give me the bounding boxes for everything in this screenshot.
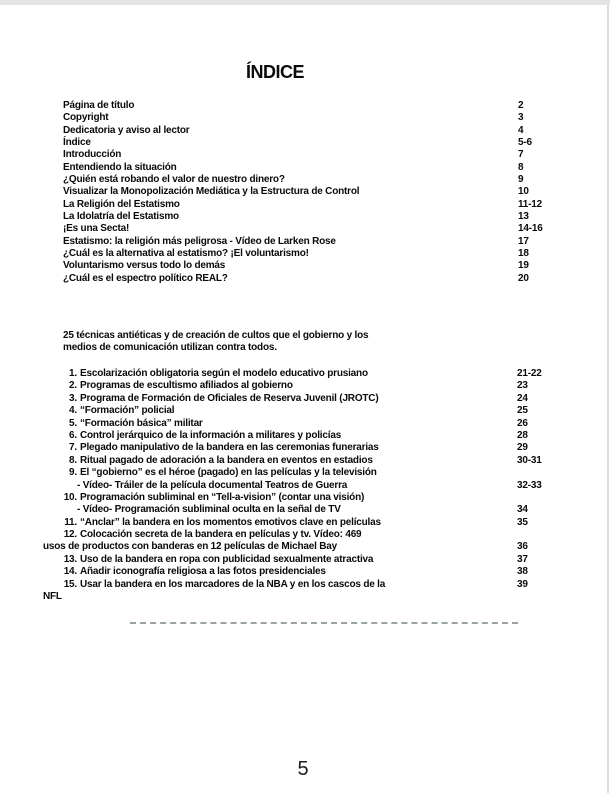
- item-text: El “gobierno” es el héroe (pagado) en las películas y la televisión: [80, 467, 377, 479]
- toc-technique-label: [43, 430, 517, 442]
- page-number: 5: [297, 758, 309, 780]
- toc-technique-line: [43, 517, 583, 529]
- toc-technique-label: [43, 442, 517, 454]
- item-number: 13.: [63, 553, 77, 565]
- toc-entry-label: Estatismo: la religión más peligrosa - Vídeo de Larken Rose: [63, 235, 336, 247]
- item-number: 14.: [63, 566, 77, 578]
- toc-technique-label: [43, 368, 517, 380]
- toc-technique-label: - Vídeo- Tráiler de la película documental Teatros de Guerra: [77, 479, 348, 491]
- toc-entry-pages: 10: [518, 186, 529, 198]
- toc-entry-pages: 21-22: [517, 368, 542, 379]
- item-text: Programación subliminal en “Tell-a-vision” (contar una visión): [80, 491, 365, 503]
- toc-technique-label: usos de productos con banderas en 12 películas de Michael Bay: [43, 541, 338, 553]
- toc-entry-pages: 2: [518, 100, 524, 111]
- toc-technique-label: [43, 455, 517, 467]
- toc-technique-line: [43, 529, 583, 541]
- toc-technique-line: [43, 541, 583, 553]
- toc-technique-label: [43, 554, 517, 566]
- toc-technique-line: [43, 393, 583, 405]
- toc-entry-label: ¿Cuál es el espectro político REAL?: [63, 272, 228, 284]
- toc-technique-line: [43, 442, 583, 454]
- item-text: Colocación secreta de la bandera en películas y tv. Vídeo: 469: [80, 529, 362, 541]
- page-top-edge: [0, 0, 610, 5]
- item-number: 15.: [63, 578, 77, 590]
- toc-entry: [63, 260, 543, 272]
- toc-technique-line: [43, 591, 583, 603]
- toc-technique-label: [43, 393, 517, 405]
- toc-technique-line: [43, 480, 583, 492]
- toc-technique-label: [43, 566, 517, 578]
- item-number: 1.: [69, 368, 77, 379]
- toc-entry-label: La Religión del Estatismo: [63, 198, 180, 210]
- toc-entry-label: Índice: [63, 137, 91, 149]
- toc-entry: [63, 211, 543, 223]
- toc-technique-line: [43, 418, 583, 430]
- toc-entry: [63, 174, 543, 186]
- toc-technique-label: - Vídeo- Programación subliminal oculta en la señal de TV: [77, 504, 341, 516]
- toc-entry-pages: 34: [517, 504, 528, 516]
- toc-technique-line: [43, 554, 583, 566]
- toc-entry-pages: 38: [517, 566, 528, 578]
- toc-technique-line: [43, 380, 583, 392]
- toc-technique-label: [43, 517, 517, 529]
- toc-technique-line: [43, 467, 583, 479]
- toc-entry-pages: 35: [517, 516, 528, 528]
- toc-entry-pages: 14-16: [518, 223, 543, 235]
- toc-entry-pages: 19: [518, 260, 529, 272]
- toc-entry-label: Dedicatoria y aviso al lector: [63, 124, 190, 136]
- toc-technique-label: [43, 467, 517, 479]
- toc-entry-pages: 29: [517, 442, 528, 454]
- toc-entry-label: Página de título: [63, 100, 135, 111]
- toc-entry-pages: 28: [517, 429, 528, 441]
- item-text: Programas de escultismo afiliados al gobierno: [80, 380, 293, 392]
- toc-entry-pages: 30-31: [517, 454, 542, 466]
- toc-technique-line: [43, 566, 583, 578]
- toc-entry-label: ¡Es una Secta!: [63, 223, 130, 235]
- dashed-separator: [130, 622, 518, 624]
- toc-entry-pages: 39: [517, 578, 528, 590]
- toc-entry-pages: 17: [518, 235, 529, 247]
- item-number: 5.: [69, 417, 77, 429]
- toc-entry: [63, 199, 543, 211]
- toc-technique-line: [43, 430, 583, 442]
- toc-entry: [63, 125, 543, 137]
- toc-entry-label: Introducción: [63, 149, 122, 161]
- toc-entry-pages: 32-33: [517, 479, 542, 491]
- item-text: Añadir iconografía religiosa a las fotos presidenciales: [80, 566, 326, 578]
- item-text: “Formación” policial: [80, 405, 175, 417]
- item-text: Ritual pagado de adoración a la bandera en eventos en estadios: [80, 454, 373, 466]
- item-number: 8.: [69, 454, 77, 466]
- toc-entry-label: ¿Cuál es la alternativa al estatismo? ¡El voluntarismo!: [63, 248, 309, 260]
- toc-technique-line: [43, 504, 583, 516]
- toc-entry: [63, 162, 543, 174]
- toc-entry-pages: 18: [518, 248, 529, 260]
- toc-entry: [63, 273, 543, 285]
- toc-technique-line: [43, 455, 583, 467]
- toc-entry: [63, 149, 543, 161]
- item-text: “Formación básica” militar: [80, 417, 203, 429]
- toc-entry: [63, 186, 543, 198]
- toc-technique-line: [43, 405, 583, 417]
- item-number: 10.: [63, 491, 77, 503]
- toc-entry-pages: 3: [518, 112, 524, 124]
- toc-entry-pages: 11-12: [518, 198, 543, 210]
- item-text: Usar la bandera en los marcadores de la NBA y en los cascos de la: [80, 578, 386, 590]
- item-text: Control jerárquico de la información a militares y policías: [80, 429, 342, 441]
- toc-entry-pages: 4: [518, 124, 524, 136]
- item-text: “Anclar” la bandera en los momentos emotivos clave en películas: [80, 516, 381, 528]
- toc-entry-pages: 25: [517, 405, 528, 417]
- toc-entry-pages: 23: [517, 380, 528, 392]
- toc-entry-pages: 26: [517, 417, 528, 429]
- toc-entry-label: Entendiendo la situación: [63, 161, 177, 173]
- toc-entry-pages: 7: [518, 149, 524, 161]
- item-number: 4.: [69, 405, 77, 417]
- toc-entry: [63, 112, 543, 124]
- section-heading: [63, 330, 543, 355]
- toc-entry-pages: 13: [518, 211, 529, 223]
- toc-entry-label: ¿Quién está robando el valor de nuestro dinero?: [63, 174, 285, 186]
- toc-entry-pages: 20: [518, 272, 529, 284]
- toc-entry-pages: 9: [518, 174, 524, 186]
- toc-entry: [63, 248, 543, 260]
- toc-entry-pages: 8: [518, 161, 524, 173]
- toc-entry: [63, 223, 543, 235]
- toc-entry-label: Visualizar la Monopolización Mediática y la Estructura de Control: [63, 186, 360, 198]
- toc-entry-label: La Idolatría del Estatismo: [63, 211, 179, 223]
- item-number: 9.: [69, 467, 77, 479]
- toc-technique-label: NFL: [43, 591, 62, 603]
- item-number: 3.: [69, 392, 77, 404]
- item-number: 2.: [69, 380, 77, 392]
- item-text: Plegado manipulativo de la bandera en las ceremonias funerarias: [80, 442, 379, 454]
- toc-technique-label: [43, 380, 517, 392]
- item-number: 7.: [69, 442, 77, 454]
- toc-entry: [63, 100, 543, 112]
- section-heading-line: 25 técnicas antiéticas y de creación de cultos que el gobierno y los: [63, 330, 369, 341]
- toc-entry-label: Voluntarismo versus todo lo demás: [63, 260, 226, 272]
- toc-main-list: [63, 100, 543, 285]
- item-number: 12.: [63, 529, 77, 541]
- toc-technique-line: [43, 368, 583, 380]
- item-text: Programa de Formación de Oficiales de Reserva Juvenil (JROTC): [80, 392, 379, 404]
- toc-technique-label: [43, 579, 517, 591]
- toc-technique-label: [43, 529, 517, 541]
- toc-entry-pages: 24: [517, 392, 528, 404]
- toc-entry-label: Copyright: [63, 112, 109, 124]
- page-title: ÍNDICE: [245, 62, 304, 82]
- toc-entry-pages: 37: [517, 553, 528, 565]
- toc-entry: [63, 236, 543, 248]
- toc-technique-label: [43, 492, 517, 504]
- toc-technique-label: [43, 405, 517, 417]
- toc-technique-label: [43, 418, 517, 430]
- item-text: Uso de la bandera en ropa con publicidad sexualmente atractiva: [80, 553, 374, 565]
- section-heading-line: medios de comunicación utilizan contra todos.: [63, 342, 277, 354]
- toc-entry: [63, 137, 543, 149]
- toc-entry-pages: 5-6: [518, 137, 532, 149]
- item-text: Escolarización obligatoria según el modelo educativo prusiano: [80, 368, 368, 379]
- item-number: 11.: [64, 516, 77, 528]
- item-number: 6.: [69, 429, 77, 441]
- toc-entry-pages: 36: [517, 541, 528, 553]
- toc-technique-line: [43, 579, 583, 591]
- toc-technique-line: [43, 492, 583, 504]
- toc-techniques-list: [43, 368, 583, 603]
- page-right-edge: [607, 5, 609, 793]
